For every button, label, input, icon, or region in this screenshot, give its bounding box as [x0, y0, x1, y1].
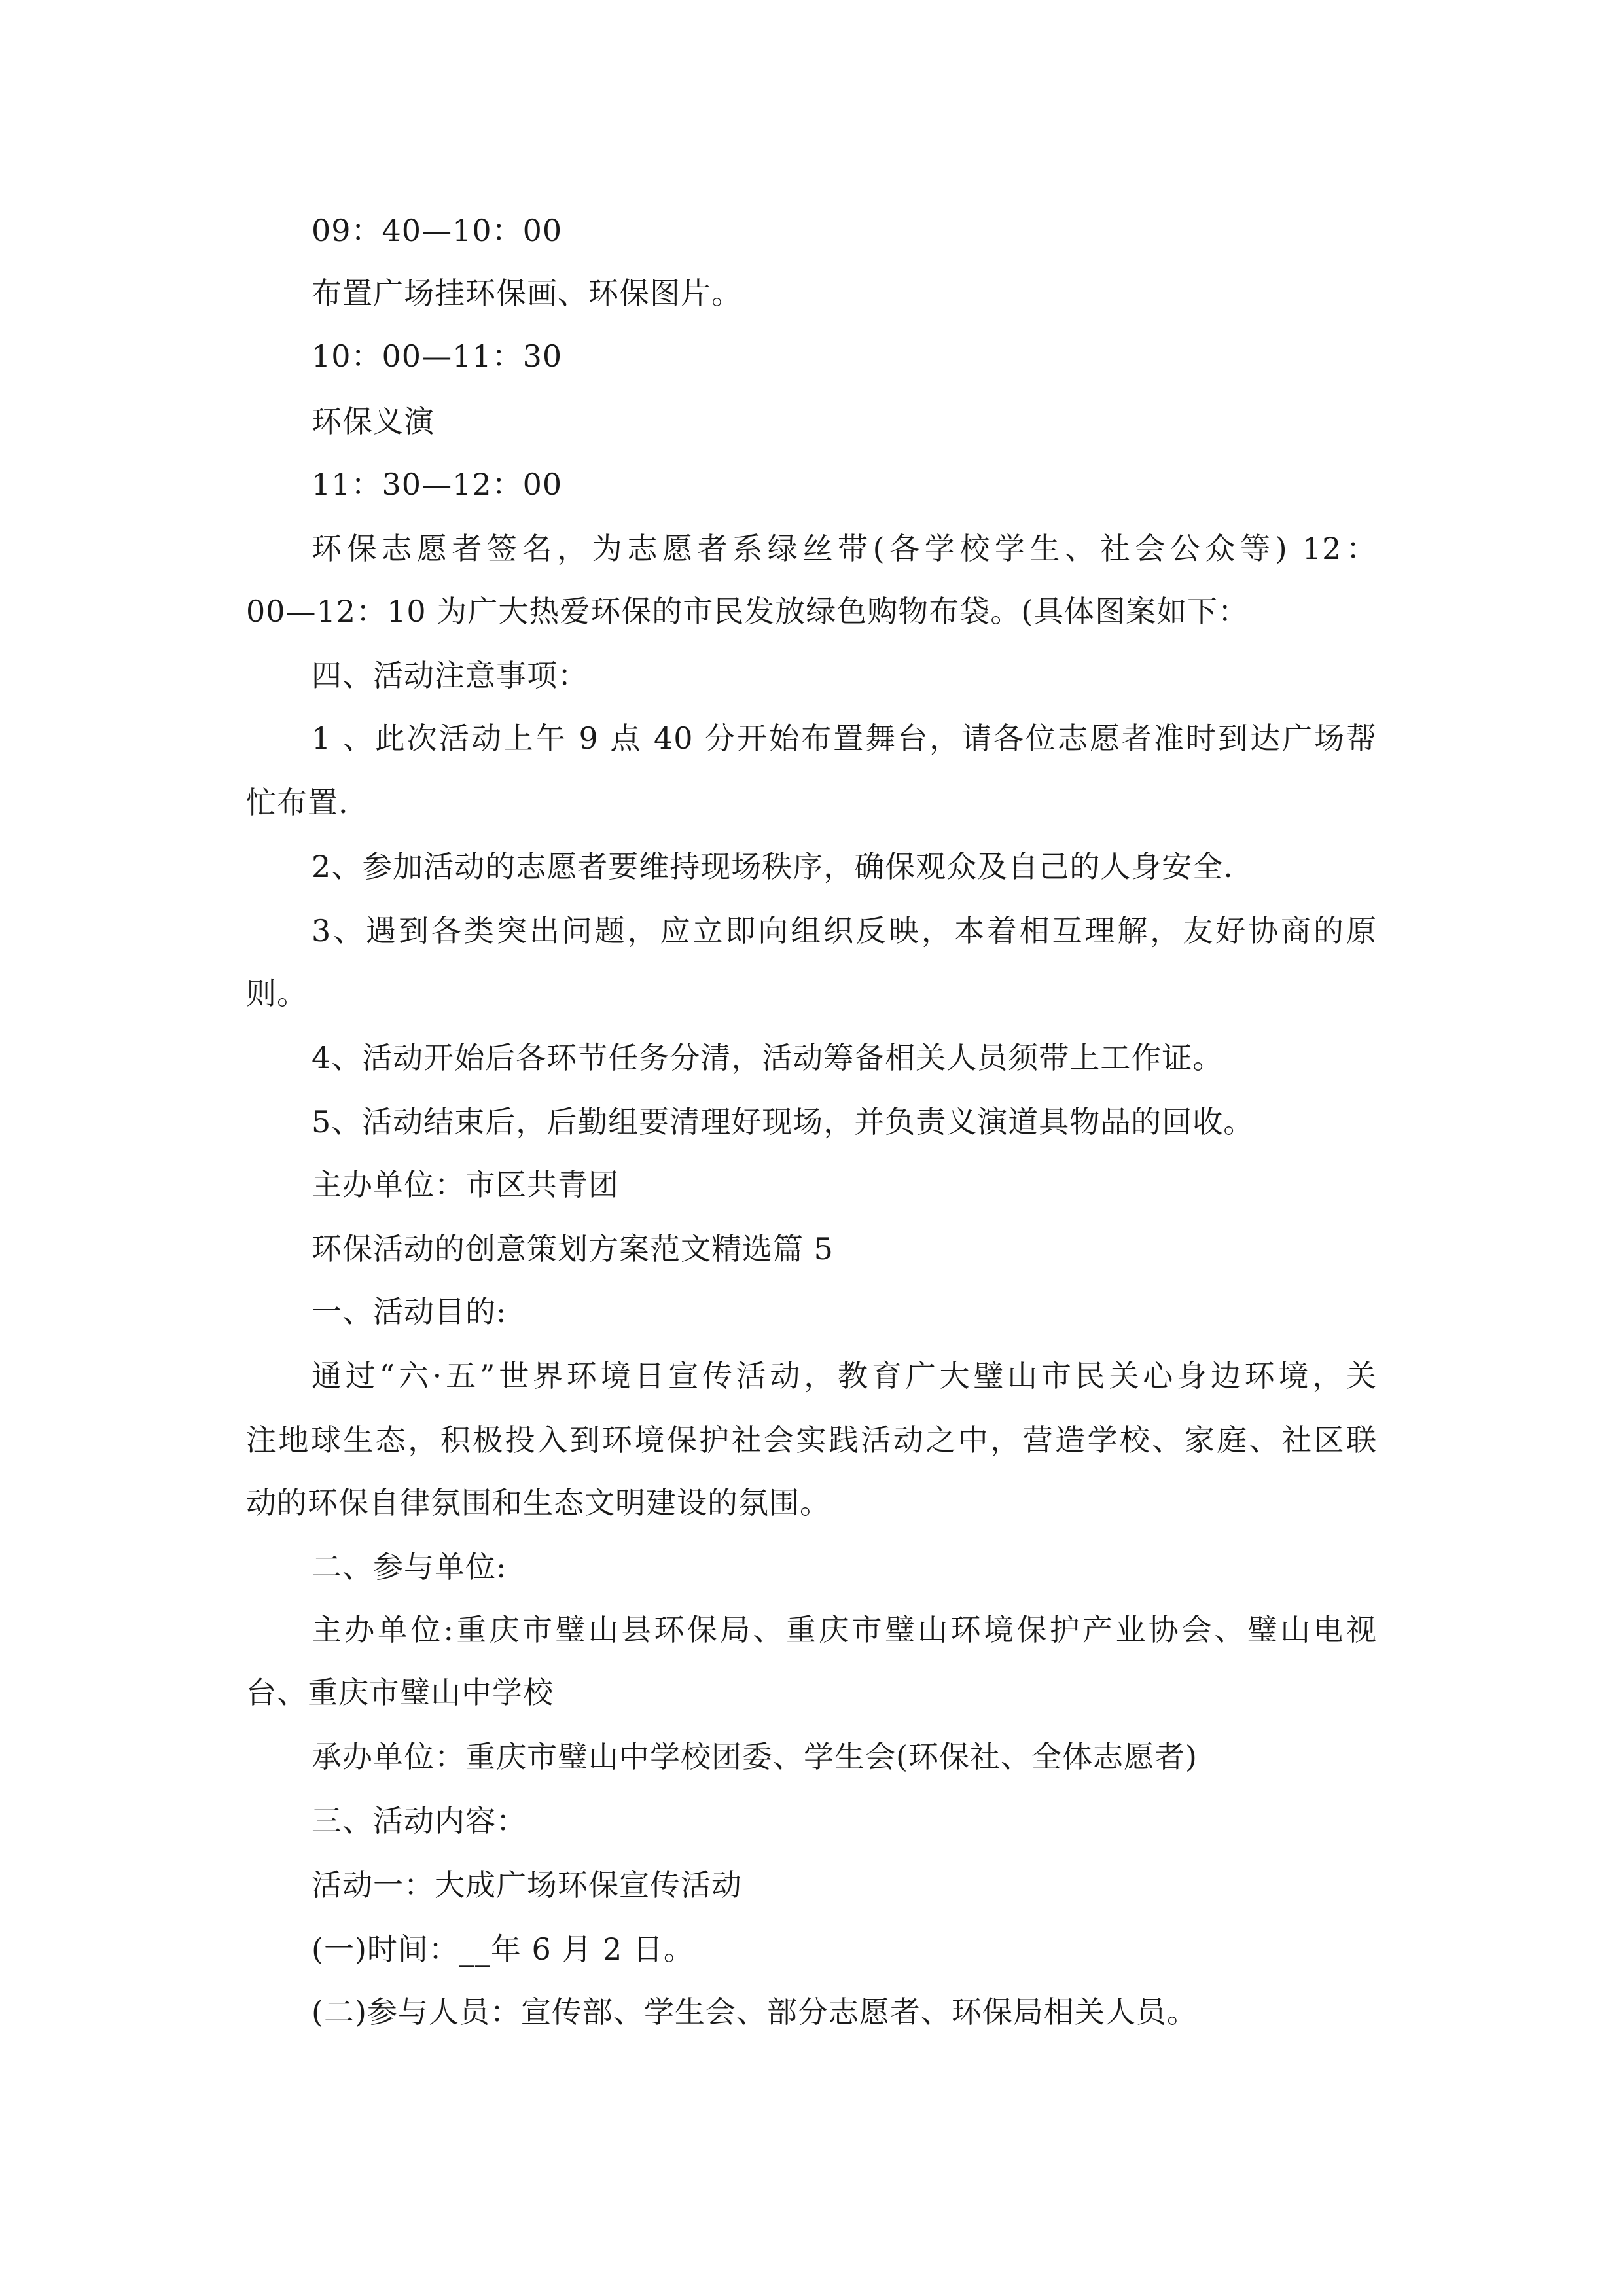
paragraph-line: 5、活动结束后，后勤组要清理好现场，并负责义演道具物品的回收。	[312, 1104, 1255, 1139]
time-slot-2: 10：00—11：30	[312, 338, 563, 374]
time-slot-1: 09：40—10：00	[312, 213, 563, 248]
paragraph-line: 3、遇到各类突出问题，应立即向组织反映，本着相互理解，友好协商的原	[312, 913, 1377, 948]
schedule-item-2: 环保义演	[312, 404, 435, 439]
section-heading-3: 三、活动内容：	[312, 1803, 527, 1839]
paragraph-line: 忙布置.	[246, 785, 349, 820]
paragraph-line: 环保志愿者签名，为志愿者系绿丝带(各学校学生、社会公众等) 12：	[312, 531, 1377, 566]
activity-heading: 活动一：大成广场环保宣传活动	[312, 1867, 742, 1903]
section-heading-2: 二、参与单位:	[312, 1549, 507, 1585]
article-title: 环保活动的创意策划方案范文精选篇 5	[312, 1231, 834, 1266]
organizer-line: 主办单位：市区共青团	[312, 1167, 619, 1202]
paragraph-line: 主办单位:重庆市璧山县环保局、重庆市璧山环境保护产业协会、璧山电视	[312, 1612, 1377, 1647]
paragraph-line: 台、重庆市璧山中学校	[246, 1675, 554, 1710]
paragraph-line: 1 、此次活动上午 9 点 40 分开始布置舞台，请各位志愿者准时到达广场帮	[312, 721, 1377, 756]
paragraph-line: 则。	[246, 976, 308, 1011]
section-heading-4: 四、活动注意事项：	[312, 658, 588, 693]
paragraph-line: (二)参与人员：宣传部、学生会、部分志愿者、环保局相关人员。	[312, 1994, 1198, 2030]
paragraph-line: 动的环保自律氛围和生态文明建设的氛围。	[246, 1485, 830, 1520]
paragraph-line: (一)时间：__年 6 月 2 日。	[312, 1931, 694, 1967]
schedule-item-1: 布置广场挂环保画、环保图片。	[312, 276, 742, 311]
section-heading-1: 一、活动目的:	[312, 1294, 507, 1329]
paragraph-line: 2、参加活动的志愿者要维持现场秩序，确保观众及自己的人身安全.	[312, 849, 1234, 884]
paragraph-line: 通过“六·五”世界环境日宣传活动，教育广大璧山市民关心身边环境，关	[312, 1358, 1377, 1393]
time-slot-3: 11：30—12：00	[312, 467, 563, 502]
paragraph-line: 4、活动开始后各环节任务分清，活动筹备相关人员须带上工作证。	[312, 1040, 1224, 1075]
paragraph-line: 注地球生态，积极投入到环境保护社会实践活动之中，营造学校、家庭、社区联	[246, 1422, 1377, 1458]
paragraph-line: 00—12：10 为广大热爱环保的市民发放绿色购物布袋。(具体图案如下：	[246, 594, 1249, 629]
paragraph-line: 承办单位：重庆市璧山中学校团委、学生会(环保社、全体志愿者)	[312, 1739, 1198, 1774]
